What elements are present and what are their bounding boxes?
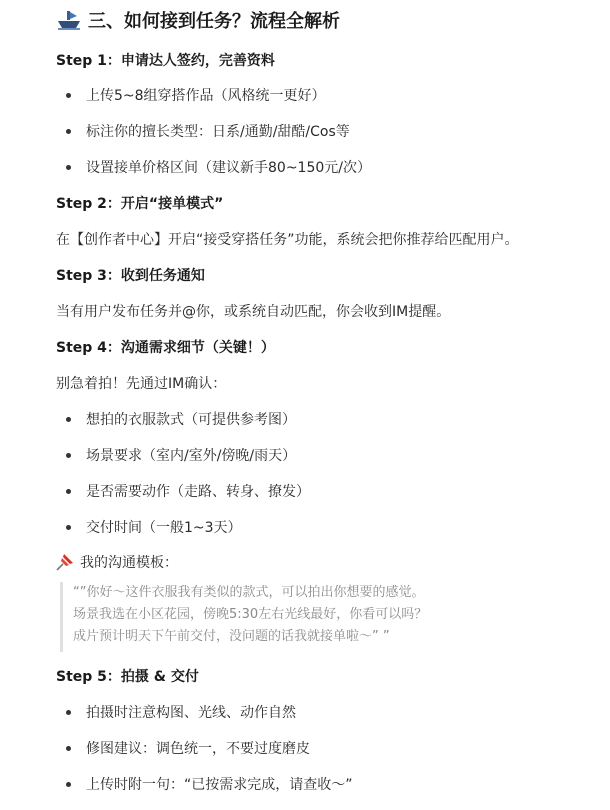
list-item: 修图建议：调色统一，不要过度磨皮 — [66, 738, 310, 758]
list-item: 上传5~8组穿搭作品（风格统一更好） — [66, 85, 326, 105]
list-item: 设置接单价格区间（建议新手80~150元/次） — [66, 157, 371, 177]
step-3-text: 当有用户发布任务并@你，或系统自动匹配，你会收到IM提醒。 — [56, 304, 451, 320]
bullet-icon — [66, 93, 71, 98]
template-quote — [60, 582, 580, 652]
pushpin-icon — [56, 553, 74, 571]
list-item: 想拍的衣服款式（可提供参考图） — [66, 409, 296, 429]
bullet-icon — [66, 129, 71, 134]
bullet-icon — [66, 165, 71, 170]
step-5-heading: Step 5：拍摄 & 交付 — [56, 669, 199, 685]
step-1-heading: Step 1：申请达人签约，完善资料 — [56, 53, 275, 69]
quote-line: 场景我选在小区花园，傍晚5:30左右光线最好，你看可以吗？ — [73, 607, 428, 622]
bullet-icon — [66, 710, 71, 715]
step-4-intro: 别急着拍！先通过IM确认： — [56, 376, 227, 392]
list-item: 是否需要动作（走路、转身、撩发） — [66, 481, 310, 501]
template-label-row — [56, 552, 178, 572]
bullet-icon — [66, 417, 71, 422]
page-title: 三、如何接到任务？流程全解析 — [88, 11, 340, 32]
list-item: 拍摄时注意构图、光线、动作自然 — [66, 702, 296, 722]
template-label: 我的沟通模板： — [80, 555, 178, 571]
bullet-icon — [66, 782, 71, 787]
list-item: 场景要求（室内/室外/傍晚/雨天） — [66, 445, 296, 465]
bullet-icon — [66, 746, 71, 751]
bullet-icon — [66, 489, 71, 494]
step-4-heading: Step 4：沟通需求细节（关键！） — [56, 340, 275, 356]
step-3-heading: Step 3：收到任务通知 — [56, 268, 205, 284]
ship-icon — [56, 9, 82, 31]
list-item: 交付时间（一般1~3天） — [66, 517, 242, 537]
list-item: 上传时附一句：“已按需求完成，请查收～” — [66, 774, 353, 794]
bullet-icon — [66, 453, 71, 458]
step-2-text: 在【创作者中心】开启“接受穿搭任务”功能，系统会把你推荐给匹配用户。 — [56, 232, 519, 248]
section-heading — [56, 6, 340, 34]
quote-line: 成片预计明天下午前交付，没问题的话我就接单啦～” ” — [73, 629, 390, 644]
list-item: 标注你的擅长类型：日系/通勤/甜酷/Cos等 — [66, 121, 350, 141]
step-2-heading: Step 2：开启“接单模式” — [56, 196, 224, 212]
quote-line: “”你好～这件衣服我有类似的款式，可以拍出你想要的感觉。 — [73, 585, 425, 600]
bullet-icon — [66, 525, 71, 530]
